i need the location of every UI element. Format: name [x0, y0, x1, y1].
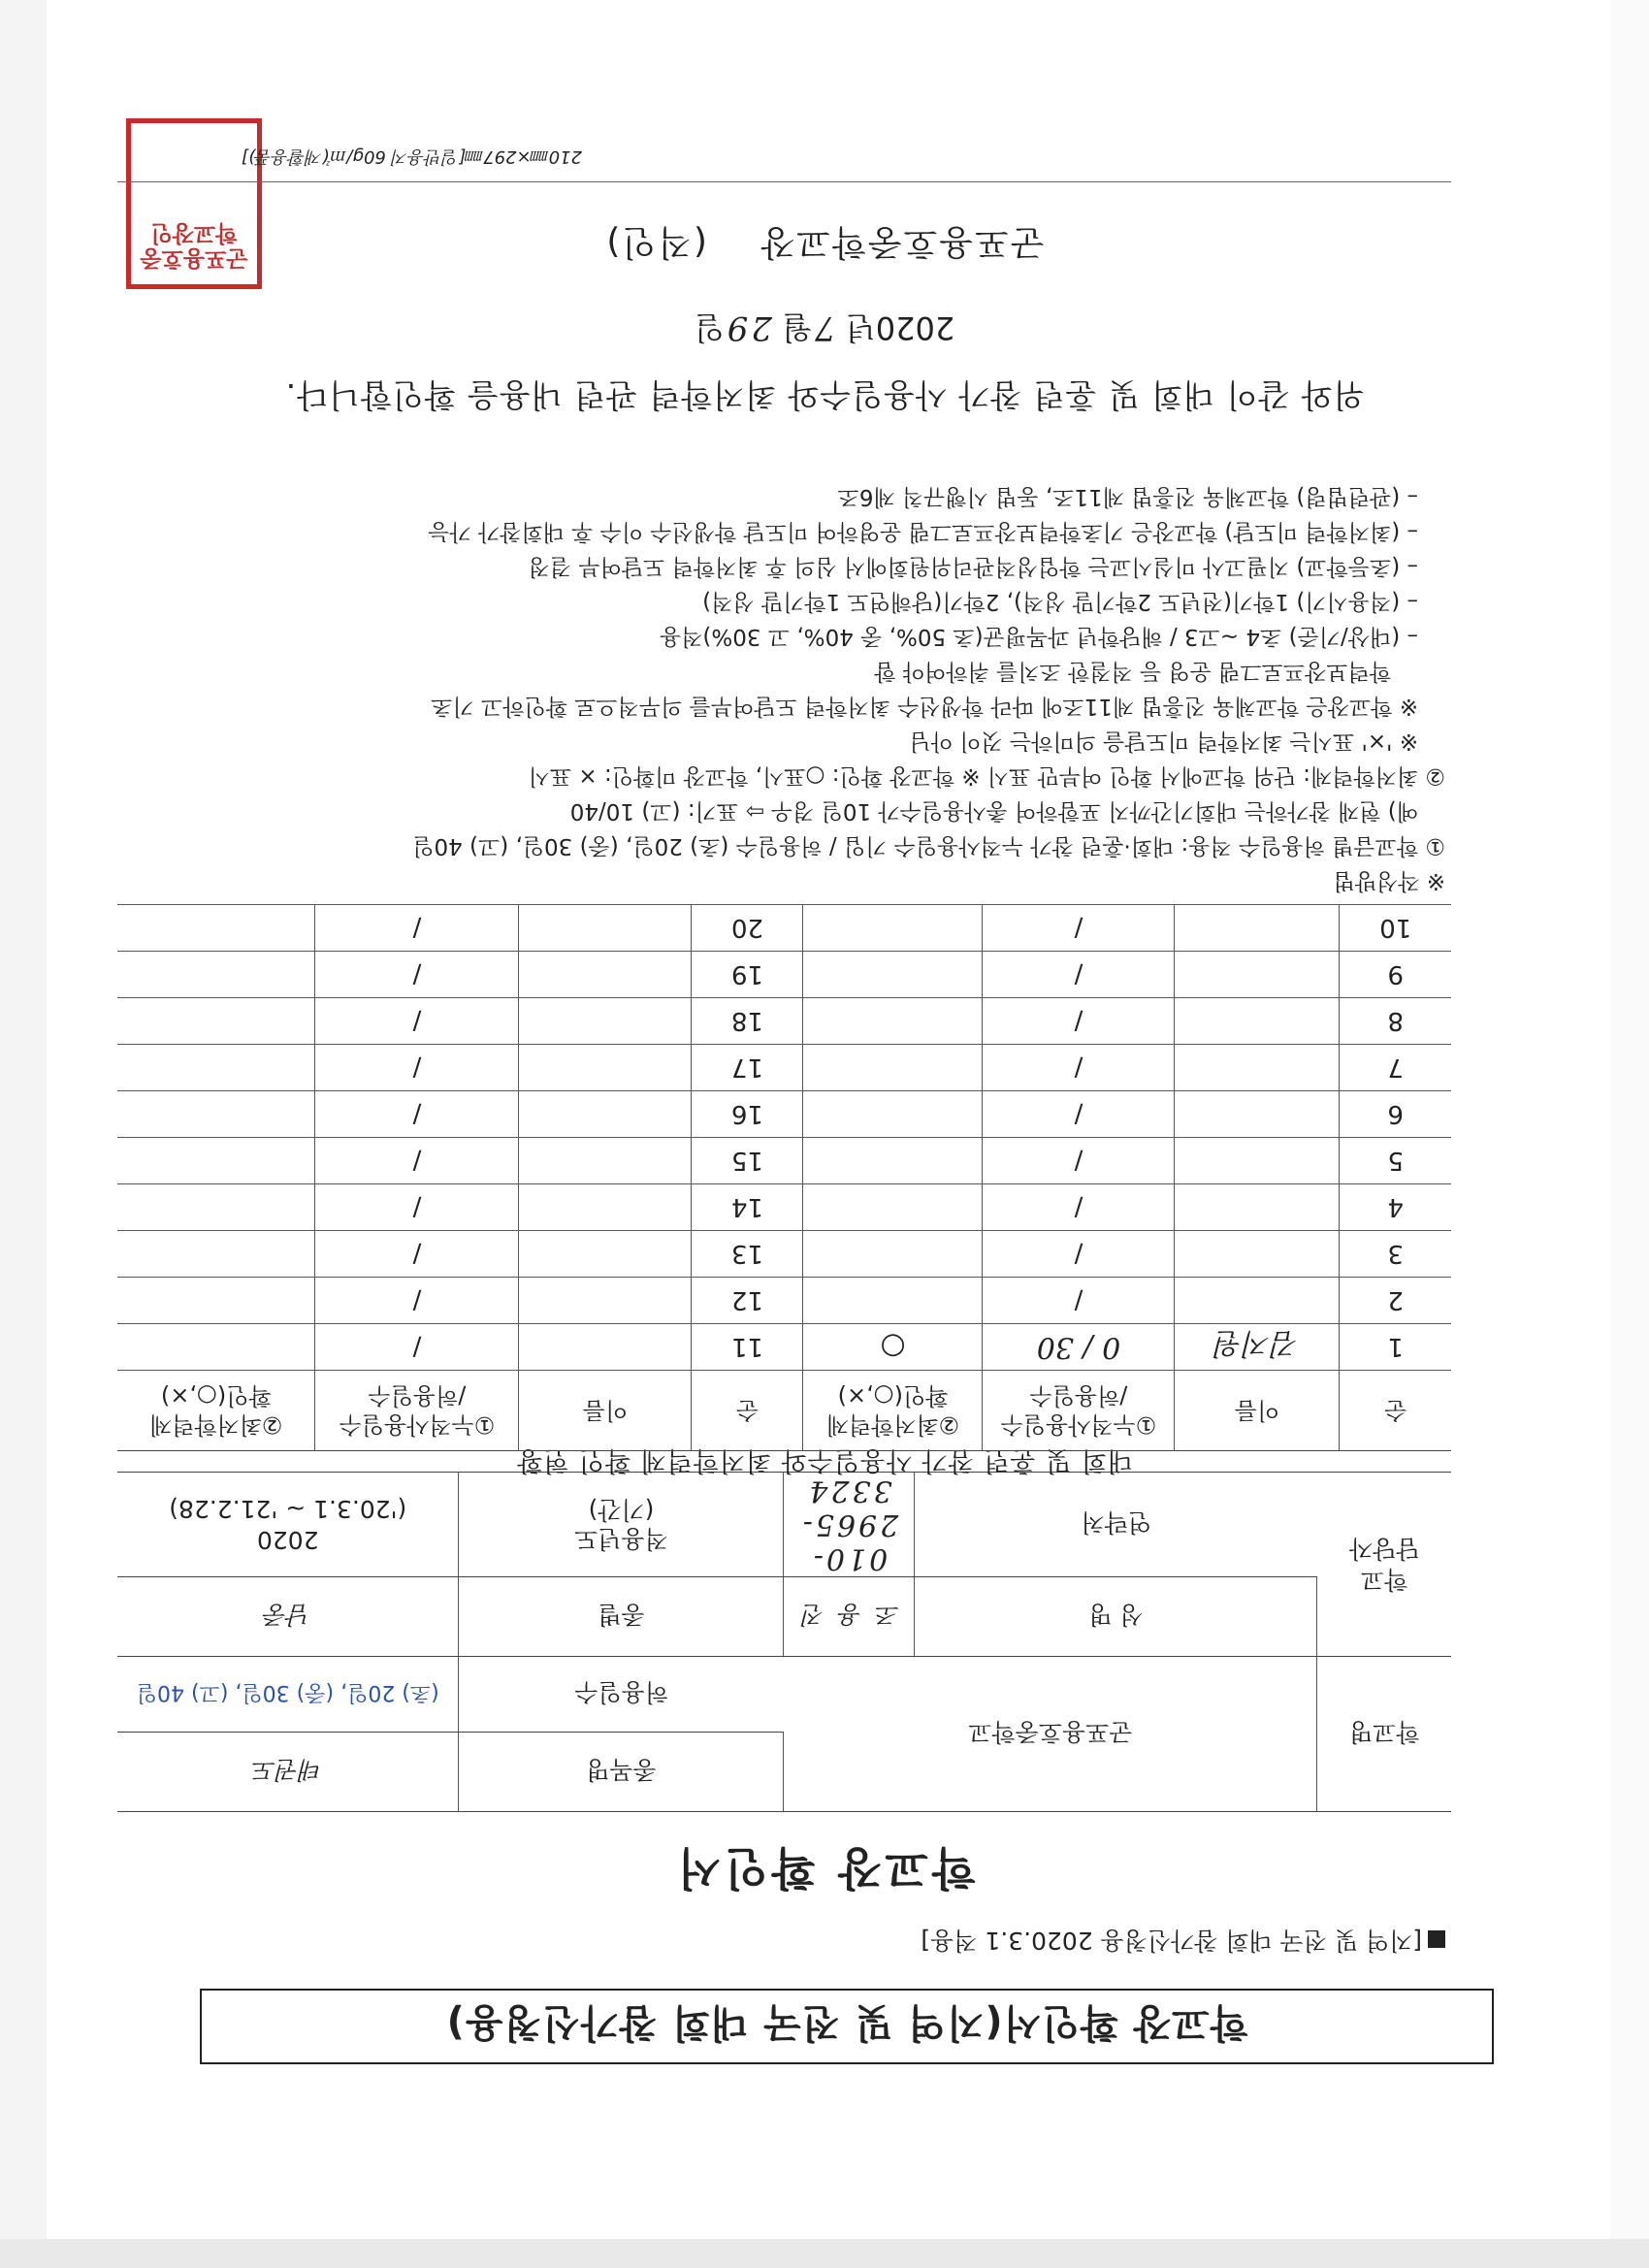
cell-right-days: /	[315, 998, 519, 1045]
cell-right-no: 18	[692, 998, 803, 1045]
cell-left-check: ○	[803, 1324, 983, 1371]
cell-right-no: 17	[692, 1045, 803, 1091]
cell-left-check	[803, 1231, 983, 1278]
header-days: ①누적사용일수 /허용일수	[315, 1371, 519, 1451]
cell-left-no: 8	[1340, 998, 1451, 1045]
cell-right-name	[519, 1278, 692, 1324]
cell-left-name	[1175, 1091, 1340, 1138]
cell-left-days: /	[983, 1045, 1175, 1091]
cell-left-days: /	[983, 952, 1175, 998]
cell-left-name	[1175, 1045, 1340, 1091]
cell-right-check	[117, 1324, 315, 1371]
table-row	[117, 998, 1451, 1045]
table-row	[117, 905, 1451, 952]
confirmation-statement: 위와 같이 대회 및 훈련 참가 사용일수와 최저학력 관련 내용을 확인합니다.	[284, 376, 1365, 414]
cell-right-days: /	[315, 1045, 519, 1091]
note-6: – (적용시기) 1학기(전년도 2학기말 성적), 2학기(당해연도 1학기말 성적)	[702, 589, 1418, 614]
writing-instructions	[146, 479, 1445, 898]
cell-right-name	[519, 1045, 692, 1091]
cell-left-name: 김지원	[1175, 1324, 1340, 1371]
cell-left-no: 5	[1340, 1138, 1451, 1184]
header-no: 순	[692, 1371, 803, 1451]
cell-right-no: 12	[692, 1278, 803, 1324]
header-check: ②최저학력제 확인(○,×)	[117, 1371, 315, 1451]
cell-right-days: /	[315, 1138, 519, 1184]
cell-right-check	[117, 1138, 315, 1184]
header-days: ①누적사용일수 /허용일수	[983, 1371, 1175, 1451]
cell-left-name	[1175, 1231, 1340, 1278]
note-5: – (대상/기준) 초4 ~고3 / 해당학년 과목평균(초 50%, 중 40%, 고 30%)적용	[660, 624, 1418, 649]
section-title: 대회 및 훈련 참가 사용일수와 최저학력제 확인 현황	[516, 1445, 1133, 1475]
scan-edge-top	[0, 2239, 1649, 2268]
cell-left-check	[803, 1138, 983, 1184]
name-value: 조 용 진	[784, 1577, 915, 1657]
cell-right-check	[117, 1091, 315, 1138]
year-value: 2020	[256, 1526, 319, 1555]
cell-right-no: 14	[692, 1184, 803, 1231]
note-1b: 예) 현재 참가하는 대회기간까지 포함하여 총사용일수가 10일 경우 ⇨ 표기: (고) 10/40	[569, 798, 1418, 824]
cell-left-name	[1175, 998, 1340, 1045]
table-row	[117, 952, 1451, 998]
note-7: – (초등학교) 지필고사 미실시교는 학업성적관리위원회에서 심의 후 최저학력 도달여부 결정	[528, 554, 1418, 579]
table-row	[117, 1138, 1451, 1184]
contact-label: 연락처	[915, 1473, 1317, 1577]
cell-left-no: 4	[1340, 1184, 1451, 1231]
cell-left-days: /	[983, 1091, 1175, 1138]
cell-right-no: 19	[692, 952, 803, 998]
cell-left-check	[803, 1278, 983, 1324]
note-8: – (최저학력 미도달) 학교장은 기초학력보장프로그램 운영하여 미도달 학생선수 이수 후 대회참가 가능	[428, 519, 1418, 544]
cell-left-name	[1175, 1184, 1340, 1231]
cell-left-days: /	[983, 1184, 1175, 1231]
cell-right-name	[519, 1184, 692, 1231]
name-label: 성 명	[915, 1577, 1317, 1657]
cell-right-name	[519, 952, 692, 998]
subtitle-text: [지역 및 전국 대회 참가신청용 2020.3.1 적용]	[921, 1927, 1422, 1955]
header-name: 이름	[519, 1371, 692, 1451]
cell-left-check	[803, 998, 983, 1045]
cell-right-check	[117, 1278, 315, 1324]
cell-right-days: /	[315, 905, 519, 952]
manager-label: 학교 담당자	[1317, 1473, 1451, 1657]
document-subtitle	[921, 1925, 1445, 1960]
cell-left-no: 7	[1340, 1045, 1451, 1091]
cell-left-days: 0 / 30	[983, 1324, 1175, 1371]
contact-value: 010-2965-3324	[784, 1473, 915, 1577]
cell-right-name	[519, 1324, 692, 1371]
cell-left-name	[1175, 1278, 1340, 1324]
footer-divider	[117, 181, 1451, 182]
year-label: 적용년도 (기간)	[459, 1473, 784, 1577]
cell-left-no: 3	[1340, 1231, 1451, 1278]
header-check: ②최저학력제 확인(○,×)	[803, 1371, 983, 1451]
cell-right-check	[117, 1184, 315, 1231]
cell-right-days: /	[315, 1278, 519, 1324]
cell-right-name	[519, 905, 692, 952]
table-row	[117, 1278, 1451, 1324]
cell-right-no: 20	[692, 905, 803, 952]
cell-right-days: /	[315, 1091, 519, 1138]
note-heading: ※ 작성방법	[1333, 868, 1445, 893]
cert-title: 학교장 확인서	[673, 1842, 976, 1895]
cell-left-no: 9	[1340, 952, 1451, 998]
cell-left-no: 6	[1340, 1091, 1451, 1138]
date-day: 29	[724, 308, 772, 347]
table-row	[117, 1045, 1451, 1091]
cell-left-no: 2	[1340, 1278, 1451, 1324]
date-day-suffix: 일	[694, 309, 725, 346]
header-no: 순	[1340, 1371, 1451, 1451]
school-label: 학교명	[1317, 1657, 1451, 1812]
note-9: – (관련법령) 학교체육 진흥법 제11조, 동법 시행규칙 제6조	[837, 484, 1418, 509]
school-value: 군포용호중학교	[784, 1657, 1317, 1812]
table-row	[117, 1091, 1451, 1138]
cell-left-days: /	[983, 905, 1175, 952]
cell-left-check	[803, 1045, 983, 1091]
sport-value: 태권도	[117, 1733, 459, 1812]
cell-left-no: 1	[1340, 1324, 1451, 1371]
cell-right-check	[117, 905, 315, 952]
cell-left-check	[803, 1091, 983, 1138]
school-info-table	[117, 1472, 1451, 1812]
header-name: 이름	[1175, 1371, 1340, 1451]
year-cell	[117, 1473, 459, 1577]
gender-value: 남중	[117, 1577, 459, 1657]
note-4: ※ 학교장은 학교체육 진흥법 제11조에 따라 학생선수 최저학력 도달여부를 의무적으로 확인하고 기초	[431, 694, 1418, 719]
table-row	[117, 1231, 1451, 1278]
period-value: ('20.3.1 ~ '21.2.28)	[169, 1495, 407, 1524]
cell-right-check	[117, 998, 315, 1045]
cell-right-name	[519, 1091, 692, 1138]
table-row	[117, 1324, 1451, 1371]
cell-right-check	[117, 1045, 315, 1091]
square-bullet-icon	[1428, 1930, 1445, 1948]
cell-right-check	[117, 1231, 315, 1278]
seal-note: (직인)	[604, 222, 707, 262]
cell-right-no: 11	[692, 1324, 803, 1371]
date-year: 2020년	[845, 309, 955, 346]
cell-left-check	[803, 905, 983, 952]
cell-left-no: 10	[1340, 905, 1451, 952]
cell-right-days: /	[315, 1324, 519, 1371]
cell-right-no: 16	[692, 1091, 803, 1138]
official-seal-stamp	[126, 118, 262, 289]
issue-date	[0, 308, 1649, 352]
principal-name: 군포용호중학교장	[759, 222, 1045, 262]
table-header-row	[117, 1371, 1451, 1451]
cell-right-days: /	[315, 1231, 519, 1278]
cell-right-days: /	[315, 1184, 519, 1231]
seal-text: 군포용호중학교장인	[140, 220, 248, 272]
date-month: 7	[812, 308, 836, 347]
cell-left-days: /	[983, 1278, 1175, 1324]
cell-left-name	[1175, 952, 1340, 998]
note-1: ① 학교급별 허용일수 적용: 대회·훈련 참가 누적사용일수 기입 / 허용일수 (초) 20일, (중) 30일, (고) 40일	[412, 833, 1445, 859]
cell-right-name	[519, 998, 692, 1045]
sport-label: 종목명	[459, 1733, 784, 1812]
cell-right-days: /	[315, 952, 519, 998]
date-month-suffix: 월	[782, 309, 813, 346]
paper-spec-footer: 210㎜×297㎜[일반용지 60g/㎡(재활용품)]	[241, 146, 582, 167]
athlete-table	[117, 904, 1451, 1451]
cell-right-name	[519, 1231, 692, 1278]
cell-right-no: 15	[692, 1138, 803, 1184]
cell-left-days: /	[983, 1231, 1175, 1278]
note-3: ※ '×' 표시는 최저학력 미도달을 의미하는 것이 아님	[909, 729, 1418, 754]
cell-right-name	[519, 1138, 692, 1184]
cell-left-name	[1175, 1138, 1340, 1184]
cell-right-no: 13	[692, 1231, 803, 1278]
cell-right-check	[117, 952, 315, 998]
cell-left-name	[1175, 905, 1340, 952]
cell-left-days: /	[983, 1138, 1175, 1184]
cell-left-check	[803, 952, 983, 998]
gender-label: 종별	[459, 1577, 784, 1657]
note-2: ② 최저학력제: 단위 학교에서 확인 여부만 표시 ※ 학교장 확인: ○표시, 학교장 미확인: × 표시	[528, 763, 1445, 789]
cell-left-check	[803, 1184, 983, 1231]
table-row	[117, 1184, 1451, 1231]
note-4b: 학력보장프로그램 운영 등 적절한 조치를 취하여야 함	[874, 659, 1391, 684]
document-title: 학교장 확인서(지역 및 전국 대회 참가신청용)	[200, 1989, 1494, 2064]
allowed-days-value: (초) 20일, (중) 30일, (고) 40일	[117, 1657, 459, 1733]
cell-left-days: /	[983, 998, 1175, 1045]
allowed-days-label: 허용일수	[459, 1657, 784, 1733]
